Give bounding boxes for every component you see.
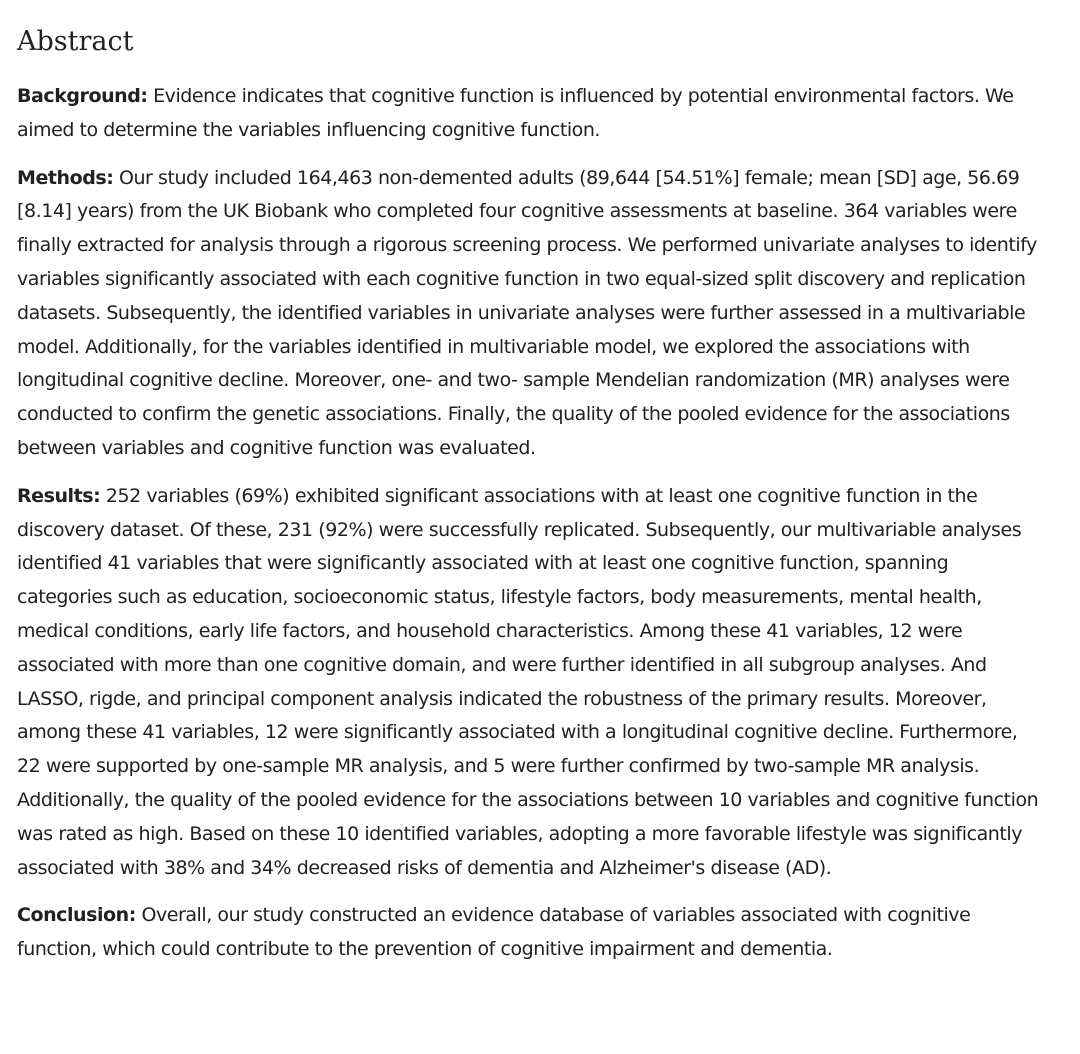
methods-paragraph: [17, 162, 1040, 466]
conclusion-text: Overall, our study constructed an evidence database of variables associated with cognitive function, which could contribute to the prevention of cognitive impairment and dementia.: [17, 904, 971, 961]
results-label: Results:: [17, 484, 101, 507]
conclusion-label: Conclusion:: [17, 904, 136, 927]
abstract-heading: Abstract: [17, 26, 134, 57]
methods-label: Methods:: [17, 166, 114, 189]
background-label: Background:: [17, 85, 148, 107]
background-text: Evidence indicates that cognitive function is influenced by potential environmental factors. We aimed to determine the variables influencing cognitive function.: [17, 85, 1014, 141]
conclusion-paragraph: [17, 899, 1040, 967]
background-paragraph: [17, 80, 1040, 148]
methods-text: Our study included 164,463 non-demented adults (89,644 [54.51%] female; mean [SD] age, 56.69 [8.14] years) from the UK Biobank who completed four cognitive assessments at baseline. 364 variables were finally extracted for analysis through a rigorous screening process. We performed univariate analyses to identify variables significantly associated with each cognitive function in two equal-sized split discovery and replication datasets. Subsequently, the identified variables in univariate analyses were further assessed in a multivariable model. Additionally, for the variables identified in multivariable model, we explored the associations with longitudinal cognitive decline. Moreover, one- and two- sample Mendelian randomization (MR) analyses were conducted to confirm the genetic associations. Finally, the quality of the pooled evidence for the associations between variables and cognitive function was evaluated.: [17, 166, 1037, 459]
results-paragraph: [17, 480, 1040, 886]
results-text: 252 variables (69%) exhibited significant associations with at least one cognitive function in the discovery dataset. Of these, 231 (92%) were successfully replicated. Subsequently, our multivariable analyses identified 41 variables that were significantly associated with at least one cognitive function, spanning categories such as education, socioeconomic status, lifestyle factors, body measurements, mental health, medical conditions, early life factors, and household characteristics. Among these 41 variables, 12 were associated with more than one cognitive domain, and were further identified in all subgroup analyses. And LASSO, rigde, and principal component analysis indicated the robustness of the primary results. Moreover, among these 41 variables, 12 were significantly associated with a longitudinal cognitive decline. Furthermore, 22 were supported by one-sample MR analysis, and 5 were further confirmed by two-sample MR analysis. Additionally, the quality of the pooled evidence for the associations between 10 variables and cognitive function was rated as high. Based on these 10 identified variables, adopting a more favorable lifestyle was significantly associated with 38% and 34% decreased risks of dementia and Alzheimer's disease (AD).: [17, 484, 1039, 879]
